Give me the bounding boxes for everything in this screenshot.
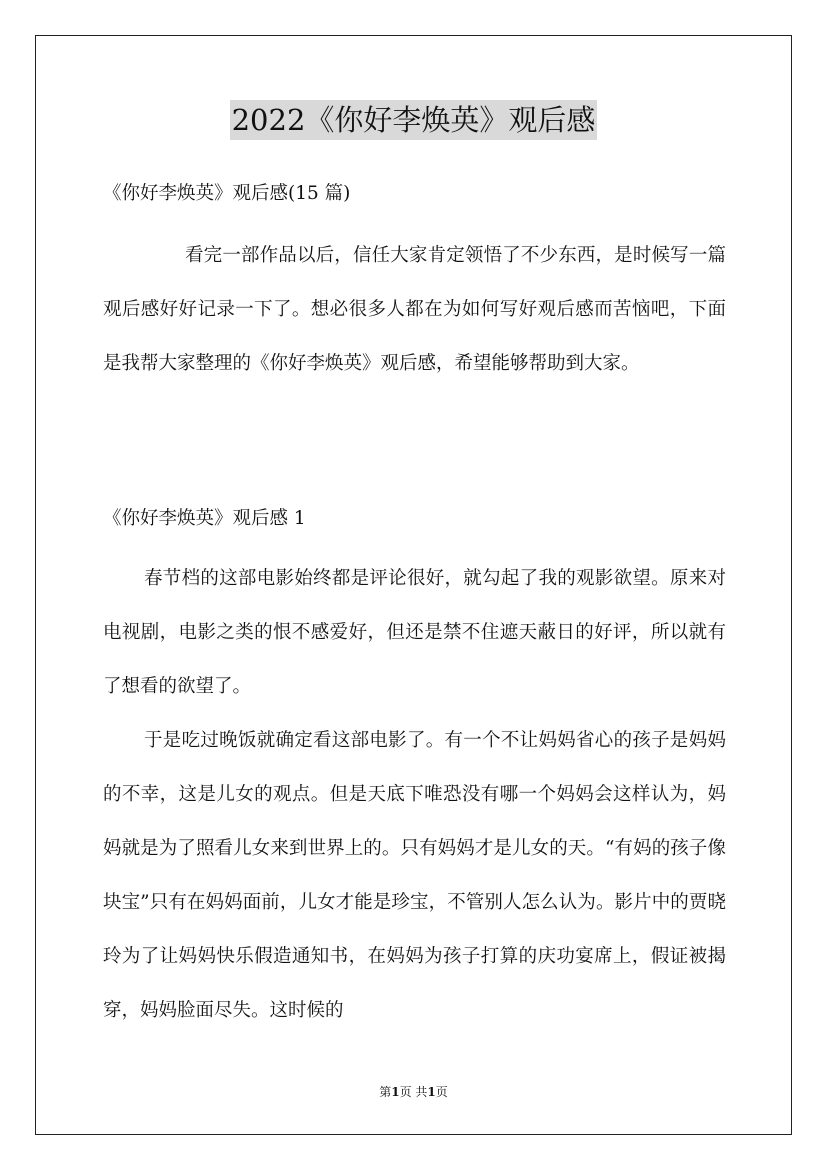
- intro-paragraph: 看完一部作品以后，信任大家肯定领悟了不少东西，是时候写一篇观后感好好记录一下了。想必很多人都在为如何写好观后感而苦恼吧，下面是我帮大家整理的《你好李焕英》观后感，希望能够帮助到大家。: [103, 245, 726, 374]
- footer-page-suffix: 页: [435, 1085, 448, 1099]
- body-paragraph-1: 春节档的这部电影始终都是评论很好，就勾起了我的观影欲望。原来对电视剧，电影之类的恨不感爱好，但还是禁不住遮天蔽日的好评，所以就有了想看的欲望了。: [103, 568, 726, 697]
- footer-page-current: 1: [391, 1085, 400, 1099]
- section-heading: 《你好李焕英》观后感 1: [103, 508, 306, 529]
- document-title: 2022《你好李焕英》观后感: [230, 100, 598, 140]
- body-paragraph-2: 于是吃过晚饭就确定看这部电影了。有一个不让妈妈省心的孩子是妈妈的不幸，这是儿女的观点。但是天底下唯恐没有哪一个妈妈会这样认为，妈妈就是为了照看儿女来到世界上的。只有妈妈才是儿女的天。“有妈的孩子像块宝”只有在妈妈面前，儿女才能是珍宝，不管别人怎么认为。影片中的贾晓玲为了让妈妈快乐假造通知书，在妈妈为孩子打算的庆功宴席上，假证被揭穿，妈妈脸面尽失。这时候的: [103, 730, 726, 1021]
- page-footer: [0, 1084, 827, 1100]
- footer-page-prefix: 第: [379, 1085, 392, 1099]
- document-subtitle: 《你好李焕英》观后感(15 篇): [103, 183, 351, 204]
- footer-page-total: 1: [427, 1085, 436, 1099]
- footer-page-mid: 页 共: [399, 1085, 428, 1099]
- document-title-container: [0, 100, 827, 140]
